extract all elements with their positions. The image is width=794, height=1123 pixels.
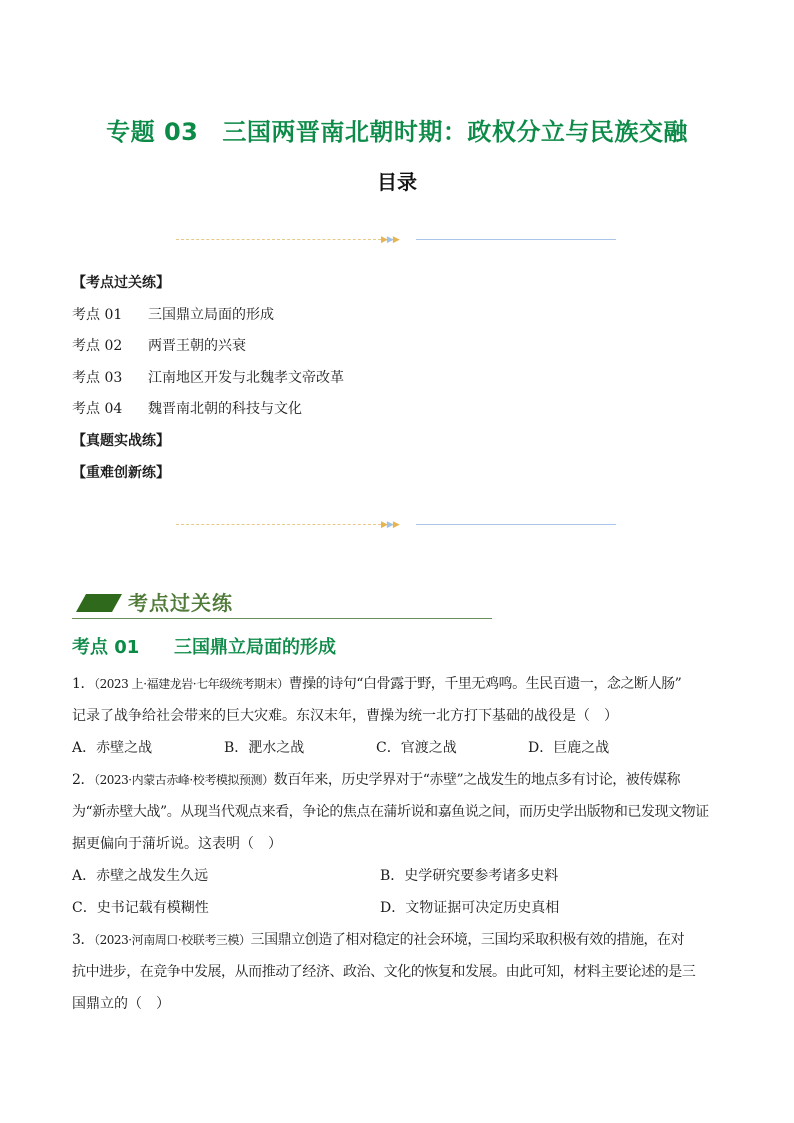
question-stem xyxy=(72,668,732,700)
title-prefix: 专题 03 xyxy=(106,118,199,146)
topic-title: 三国鼎立局面的形成 xyxy=(174,637,336,658)
toc-item[interactable] xyxy=(72,363,732,395)
toc-item-num: 考点 02 xyxy=(72,338,123,355)
section-banner xyxy=(72,590,492,619)
toc-heading: 目录 xyxy=(377,170,417,194)
toc-item[interactable] xyxy=(72,300,732,332)
divider-dashed-line xyxy=(176,239,381,240)
question-stem xyxy=(72,764,732,796)
page-title xyxy=(0,112,794,147)
question-text-line: 为“新赤壁大战”。从现当代观点来看，争论的焦点在蒲圻说和嘉鱼说之间，而历史学出版物和已发现文物证 xyxy=(72,804,709,820)
question-text-line: 抗中进步，在竞争中发展，从而推动了经济、政治、文化的恢复和发展。由此可知，材料主要论述的是三 xyxy=(72,964,696,980)
divider-solid-line xyxy=(416,524,616,525)
option-a[interactable]: A．赤壁之战 xyxy=(72,740,153,756)
option-c[interactable]: C．官渡之战 xyxy=(376,740,457,756)
option-row xyxy=(72,892,732,924)
question-source: （2023·内蒙古赤峰·校考模拟预测） xyxy=(94,773,274,787)
question-number: 2． xyxy=(72,772,95,788)
question-text: 曹操的诗句“白骨露于野，千里无鸡鸣。生民百遗一，念之断人肠” xyxy=(288,676,682,692)
divider-top xyxy=(176,234,616,246)
toc-section-link[interactable]: 【考点过关练】 xyxy=(72,275,170,291)
toc-item-text: 三国鼎立局面的形成 xyxy=(148,306,274,323)
option-b[interactable]: B．淝水之战 xyxy=(224,740,305,756)
option-row xyxy=(72,732,732,764)
title-main: 三国两晋南北朝时期：政权分立与民族交融 xyxy=(222,118,688,146)
question-text: 数百年来，历史学界对于“赤壁”之战发生的地点多有讨论，被传媒称 xyxy=(273,772,681,788)
toc-item[interactable] xyxy=(72,331,732,363)
option-a[interactable]: A．赤壁之战发生久远 xyxy=(72,868,209,884)
table-of-contents xyxy=(72,268,732,489)
question-text-line: 据更偏向于蒲圻说。这表明（ ） xyxy=(72,836,282,852)
toc-item-text: 江南地区开发与北魏孝文帝改革 xyxy=(148,369,344,386)
option-c[interactable]: C．史书记载有模糊性 xyxy=(72,900,209,916)
question-text-line: 国鼎立的（ ） xyxy=(72,996,170,1012)
question-source: （2023·河南周口·校联考三模） xyxy=(94,933,251,947)
banner-block-icon xyxy=(76,594,122,612)
divider-dashed-line xyxy=(176,524,381,525)
triple-arrow-icon: ▶▶▶ xyxy=(381,520,399,530)
question-source: （2023 上·福建龙岩·七年级统考期末） xyxy=(94,677,289,691)
question-text: 三国鼎立创造了相对稳定的社会环境，三国均采取积极有效的措施，在对 xyxy=(250,932,685,948)
question-list xyxy=(72,668,732,1020)
toc-item-num: 考点 01 xyxy=(72,306,123,323)
option-row xyxy=(72,860,732,892)
question-stem xyxy=(72,924,732,956)
option-b[interactable]: B．史学研究要参考诸多史料 xyxy=(380,868,559,884)
toc-item-text: 两晋王朝的兴衰 xyxy=(148,338,246,355)
toc-section-link[interactable]: 【重难创新练】 xyxy=(72,464,170,481)
question-text-line: 记录了战争给社会带来的巨大灾难。东汉末年，曹操为统一北方打下基础的战役是（ ） xyxy=(72,708,618,724)
toc-section-link[interactable]: 【真题实战练】 xyxy=(72,432,170,449)
toc-item-num: 考点 04 xyxy=(72,401,123,418)
option-d[interactable]: D．巨鹿之战 xyxy=(528,740,610,756)
topic-heading xyxy=(72,633,336,659)
triple-arrow-icon: ▶▶▶ xyxy=(381,235,399,245)
section-banner-label: 考点过关练 xyxy=(128,591,233,615)
question-number: 3． xyxy=(72,932,95,948)
toc-item-text: 魏晋南北朝的科技与文化 xyxy=(148,401,302,418)
toc-item-num: 考点 03 xyxy=(72,369,123,386)
toc-item[interactable] xyxy=(72,394,732,426)
divider-solid-line xyxy=(416,239,616,240)
question-number: 1． xyxy=(72,676,95,692)
topic-num: 考点 01 xyxy=(72,637,140,658)
option-d[interactable]: D．文物证据可决定历史真相 xyxy=(380,900,560,916)
divider-bottom xyxy=(176,519,616,531)
